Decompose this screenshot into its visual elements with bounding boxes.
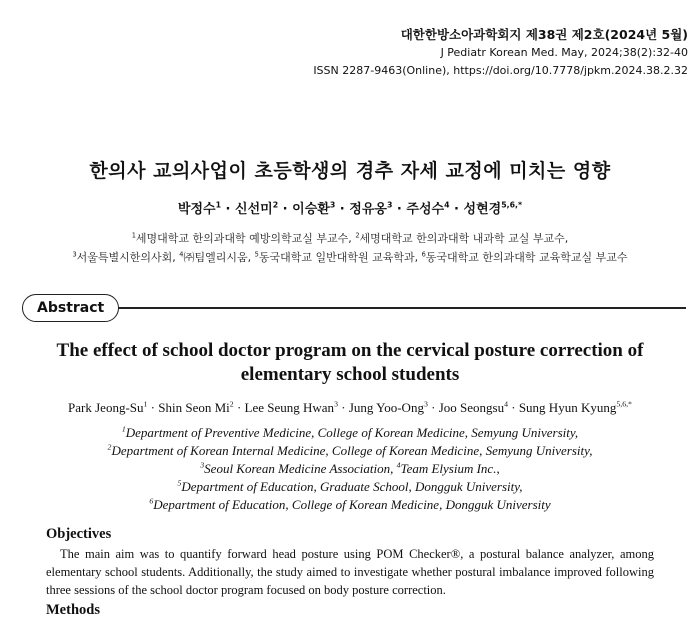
author-ko-name: 정유옹 xyxy=(349,202,387,217)
journal-title-ko: 대한한방소아과학회지 제38권 제2호(2024년 5월) xyxy=(400,27,688,42)
author-ko-name: 신선미 xyxy=(235,202,273,217)
author-en-affil-mark: 5,6,* xyxy=(616,399,632,409)
author-ko-name: 박정수 xyxy=(177,202,216,217)
affiliations-ko-line2 xyxy=(0,249,700,265)
author-en-name: Jung Yoo-Ong xyxy=(348,400,424,415)
affil-en-mark: 1 xyxy=(121,424,126,434)
affil-ko-mark: 6 xyxy=(421,250,426,259)
affil-en-text: Team Elysium Inc., xyxy=(400,461,500,476)
author-en-affil-mark: 4 xyxy=(504,399,508,409)
affil-en-text: Department of Preventive Medicine, College of Korean Medicine, Semyung University, xyxy=(125,425,579,440)
affil-en-line xyxy=(0,442,700,460)
affiliations-ko-line1 xyxy=(0,230,700,246)
methods-heading: Methods xyxy=(46,602,100,618)
author-separator: · xyxy=(427,400,439,415)
abstract-label: Abstract xyxy=(22,294,119,322)
abstract-divider xyxy=(22,307,686,309)
author-en-name: Lee Seung Hwan xyxy=(244,400,335,415)
affil-en-text: Department of Korean Internal Medicine, College of Korean Medicine, Semyung University, xyxy=(111,443,593,458)
affil-ko-mark: 1 xyxy=(131,231,136,240)
author-separator: · xyxy=(221,202,236,217)
affil-ko-mark: 2 xyxy=(355,231,360,240)
author-en-affil-mark: 2 xyxy=(229,399,234,409)
author-en-name: Joo Seongsu xyxy=(438,400,505,415)
affiliations-en xyxy=(0,424,700,514)
author-separator: · xyxy=(233,400,245,415)
author-ko-affil-mark: 5,6,* xyxy=(501,200,523,210)
affil-en-mark: 6 xyxy=(149,496,154,506)
author-separator: · xyxy=(507,400,519,415)
paper-title-en: The effect of school doctor program on the cervical posture correction of elementary school students xyxy=(56,340,644,385)
objectives-heading: Objectives xyxy=(46,526,112,542)
objectives-text: The main aim was to quantify forward head posture using POM Checker®, a postural balance analyzer, among elementary school students. Additionally, the study aimed to investigate whether postural imbalance improved following three sessions of the school doctor program focused on body posture correction. xyxy=(46,547,654,597)
affil-ko-text: 서울특별시한의사회, xyxy=(76,251,180,264)
affil-en-mark: 2 xyxy=(107,442,112,452)
affil-en-line xyxy=(0,424,700,442)
author-en-affil-mark: 3 xyxy=(334,399,338,409)
affil-en-mark: 4 xyxy=(396,460,401,470)
affil-en-line xyxy=(0,478,700,496)
affil-ko-mark: 3 xyxy=(72,250,77,259)
author-separator: · xyxy=(392,202,407,217)
affil-ko-mark: 5 xyxy=(254,250,259,259)
author-ko-affil-mark: 2 xyxy=(272,200,279,210)
author-ko-affil-mark: 3 xyxy=(386,200,393,210)
affil-en-mark: 5 xyxy=(177,478,182,488)
affil-en-text: Department of Education, Graduate School, Dongguk University, xyxy=(181,479,523,494)
author-ko-affil-mark: 4 xyxy=(444,200,450,210)
affil-en-mark: 3 xyxy=(200,460,205,470)
affil-ko-mark: 4 xyxy=(179,250,184,259)
journal-citation: J Pediatr Korean Med. May, 2024;38(2):32-40 xyxy=(440,46,688,59)
affil-en-text: Seoul Korean Medicine Association, xyxy=(204,461,397,476)
author-list-ko xyxy=(0,198,700,217)
author-separator: · xyxy=(278,202,293,217)
affil-en-line xyxy=(0,496,700,514)
affil-en-text: Department of Education, College of Korean Medicine, Dongguk University xyxy=(153,497,551,512)
affil-ko-text: 동국대학교 일반대학원 교육학과, xyxy=(258,251,422,264)
author-separator: · xyxy=(335,202,350,217)
affil-ko-text: 세명대학교 한의과대학 내과학 교실 부교수, xyxy=(359,232,569,245)
issn-doi: ISSN 2287-9463(Online), https://doi.org/10.7778/jpkm.2024.38.2.32 xyxy=(313,64,688,77)
paper-title-ko: 한의사 교의사업이 초등학생의 경추 자세 교정에 미치는 영향 xyxy=(89,160,611,182)
author-en-name: Park Jeong-Su xyxy=(68,400,144,415)
author-separator: · xyxy=(449,202,464,217)
journal-header xyxy=(313,26,688,80)
affil-ko-text: ㈜팀엘리시움, xyxy=(183,251,255,264)
author-en-affil-mark: 3 xyxy=(423,399,428,409)
author-list-en xyxy=(0,400,700,416)
affil-ko-text: 동국대학교 한의과대학 교육학교실 부교수 xyxy=(425,251,628,264)
author-en-name: Sung Hyun Kyung xyxy=(518,400,617,415)
author-en-name: Shin Seon Mi xyxy=(158,400,230,415)
author-ko-name: 주성수 xyxy=(406,202,445,217)
author-ko-affil-mark: 3 xyxy=(329,200,336,210)
author-separator: · xyxy=(337,400,349,415)
author-ko-affil-mark: 1 xyxy=(215,200,222,210)
author-ko-name: 성현경 xyxy=(463,202,502,217)
author-en-affil-mark: 1 xyxy=(143,399,148,409)
author-separator: · xyxy=(147,400,159,415)
affil-ko-text: 세명대학교 한의과대학 예방의학교실 부교수, xyxy=(135,232,356,245)
affil-en-line xyxy=(0,460,700,478)
author-ko-name: 이승환 xyxy=(292,202,330,217)
